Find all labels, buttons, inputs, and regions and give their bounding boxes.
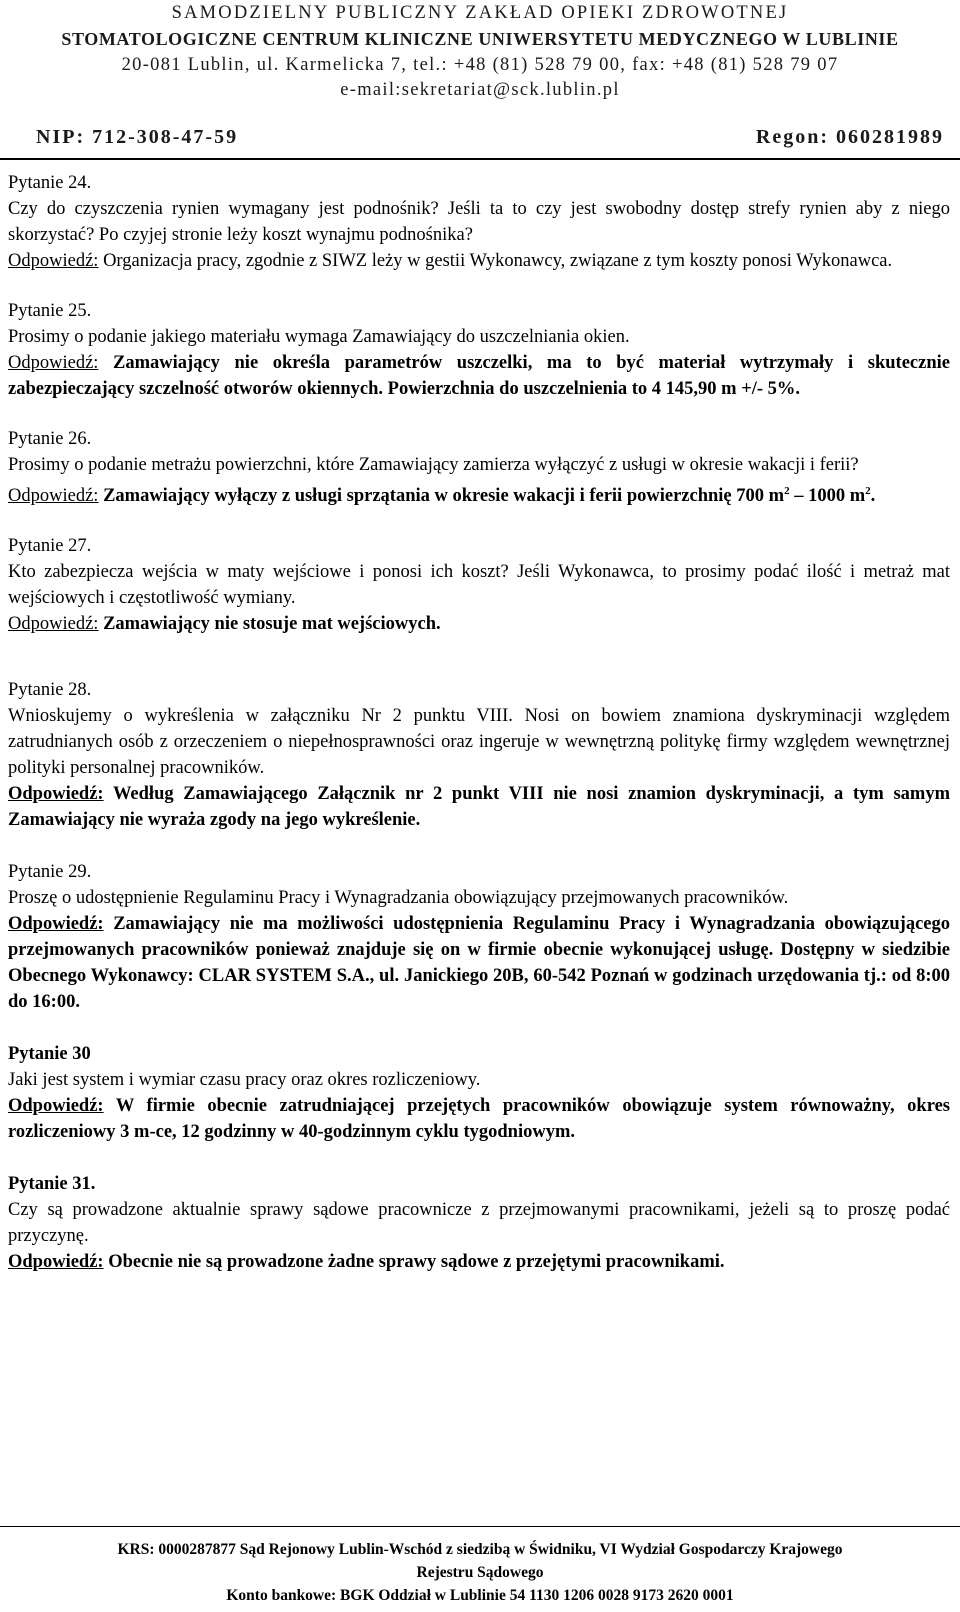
question-title: Pytanie 30 bbox=[8, 1044, 91, 1065]
question-title: Pytanie 29. bbox=[8, 862, 92, 883]
question-text: Kto zabezpiecza wejścia w maty wejściowe i ponosi ich koszt? Jeśli Wykonawca, to prosimy podać ilość i metraż mat wejściowych i częstotliwość wymiany. bbox=[8, 562, 950, 609]
question-title: Pytanie 27. bbox=[8, 536, 92, 557]
answer-paragraph bbox=[8, 781, 950, 833]
question-title: Pytanie 31. bbox=[8, 1174, 96, 1195]
qa-body bbox=[8, 170, 950, 1275]
answer-label: Odpowiedź: bbox=[8, 614, 99, 635]
question-title: Pytanie 25. bbox=[8, 301, 92, 321]
answer-label: Odpowiedź: bbox=[8, 784, 104, 805]
superscript: 2 bbox=[865, 485, 871, 497]
question-title: Pytanie 28. bbox=[8, 680, 92, 701]
answer-text: Organizacja pracy, zgodnie z SIWZ leży w gestii Wykonawcy, związane z tym koszty ponosi Wykonawca. bbox=[103, 251, 893, 271]
institution-subname: STOMATOLOGICZNE CENTRUM KLINICZNE UNIWERSYTETU MEDYCZNEGO W LUBLINIE bbox=[61, 29, 899, 49]
answer-text: Obecnie nie są prowadzone żadne sprawy sądowe z przejętymi pracownikami. bbox=[108, 1252, 725, 1273]
answer-paragraph bbox=[8, 1093, 950, 1145]
question-text: Wnioskujemy o wykreślenia w załączniku Nr 2 punktu VIII. Nosi on bowiem znamiona dyskryminacji względem zatrudnianych osób z orzeczeniem o niepełnosprawności oraz ingeruje w wewnętrzną politykę firmy względem wewnętrznej polityki personalnej pracowników. bbox=[8, 706, 950, 779]
answer-label: Odpowiedź: bbox=[8, 914, 104, 935]
qa-item bbox=[8, 426, 950, 509]
answer-label: Odpowiedź: bbox=[8, 353, 99, 373]
answer-label: Odpowiedź: bbox=[8, 486, 99, 507]
question-text: Jaki jest system i wymiar czasu pracy oraz okres rozliczeniowy. bbox=[8, 1070, 481, 1091]
question-title: Pytanie 24. bbox=[8, 173, 92, 193]
nip-number: NIP: 712-308-47-59 bbox=[36, 126, 239, 148]
institution-address: 20-081 Lublin, ul. Karmelicka 7, tel.: +48 (81) 528 79 00, fax: +48 (81) 528 79 07 bbox=[121, 55, 839, 75]
answer-paragraph bbox=[8, 611, 950, 637]
footer-registry: Rejestru Sądowego bbox=[416, 1564, 544, 1581]
question-text: Czy do czyszczenia rynien wymagany jest podnośnik? Jeśli ta to czy jest swobodny dostęp strefy rynien aby z niego skorzystać? Po czyjej stronie leży koszt wynajmu podnośnika? bbox=[8, 199, 950, 245]
qa-item bbox=[8, 1171, 950, 1275]
answer-text: Zamawiający nie stosuje mat wejściowych. bbox=[103, 614, 441, 635]
qa-item bbox=[8, 170, 950, 274]
footer-krs: KRS: 0000287877 Sąd Rejonowy Lublin-Wschód z siedzibą w Świdniku, VI Wydział Gospodarczy Krajowego bbox=[117, 1541, 843, 1558]
answer-text: W firmie obecnie zatrudniającej przejętych pracowników obowiązuje system równoważny, okres rozliczeniowy 3 m-ce, 12 godzinny w 40-godzinnym cyklu tygodniowym. bbox=[8, 1096, 950, 1143]
answer-text: Według Zamawiającego Załącznik nr 2 punkt VIII nie nosi znamion dyskryminacji, a tym samym Zamawiający nie wyraża zgody na jego wykreślenie. bbox=[8, 784, 950, 831]
answer-text: Zamawiający wyłączy z usługi sprzątania w okresie wakacji i ferii powierzchnię 700 m bbox=[103, 486, 785, 507]
qa-item bbox=[8, 677, 950, 833]
question-text: Prosimy o podanie metrażu powierzchni, które Zamawiający zamierza wyłączyć z usługi w okresie wakacji i ferii? bbox=[8, 455, 859, 475]
footer-bank-account: Konto bankowe: BGK Oddział w Lublinie 54 1130 1206 0028 9173 2620 0001 bbox=[226, 1587, 734, 1604]
answer-label: Odpowiedź: bbox=[8, 1096, 104, 1117]
answer-paragraph bbox=[8, 248, 950, 274]
institution-name: SAMODZIELNY PUBLICZNY ZAKŁAD OPIEKI ZDROWOTNEJ bbox=[171, 3, 789, 23]
answer-paragraph bbox=[8, 1249, 950, 1275]
qa-item bbox=[8, 533, 950, 637]
answer-label: Odpowiedź: bbox=[8, 251, 99, 271]
institution-email: e-mail:sekretariat@sck.lublin.pl bbox=[340, 80, 620, 100]
superscript: 2 bbox=[784, 485, 790, 497]
answer-text: Zamawiający nie określa parametrów uszczelki, ma to być materiał wytrzymały i skutecznie zabezpieczający szczelność otworów okiennych. Powierzchnia do uszczelnienia to 4 145,90 m +/- 5%. bbox=[8, 353, 950, 399]
qa-item bbox=[8, 859, 950, 1015]
question-title: Pytanie 26. bbox=[8, 429, 92, 449]
regon-number: Regon: 060281989 bbox=[755, 126, 944, 148]
header-divider bbox=[0, 158, 960, 160]
question-text: Czy są prowadzone aktualnie sprawy sądowe pracownicze z przejmowanymi pracownikami, jeżeli są to proszę podać przyczynę. bbox=[8, 1200, 950, 1247]
answer-paragraph bbox=[8, 911, 950, 1015]
footer-divider bbox=[0, 1526, 960, 1527]
answer-text-mid: – 1000 m bbox=[789, 486, 866, 507]
question-text: Proszę o udostępnienie Regulaminu Pracy i Wynagradzania obowiązujący przejmowanych pracowników. bbox=[8, 888, 789, 909]
answer-label: Odpowiedź: bbox=[8, 1252, 104, 1273]
answer-text: Zamawiający nie ma możliwości udostępnienia Regulaminu Pracy i Wynagradzania obowiązującego przejmowanych pracowników ponieważ znajduje się on w firmie obecnie wykonującej usługę. Dostępny w siedzibie Obecnego Wykonawcy: CLAR SYSTEM S.A., ul. Janickiego 20B, 60-542 Poznań w godzinach urzędowania tj.: od 8:00 do 16:00. bbox=[8, 914, 951, 1013]
qa-item bbox=[8, 1041, 950, 1145]
footer bbox=[0, 1538, 960, 1607]
answer-paragraph bbox=[8, 350, 950, 402]
question-text: Prosimy o podanie jakiego materiału wymaga Zamawiający do uszczelniania okien. bbox=[8, 327, 630, 347]
qa-item bbox=[8, 298, 950, 402]
answer-paragraph bbox=[8, 478, 950, 509]
answer-text-end: . bbox=[870, 486, 876, 507]
